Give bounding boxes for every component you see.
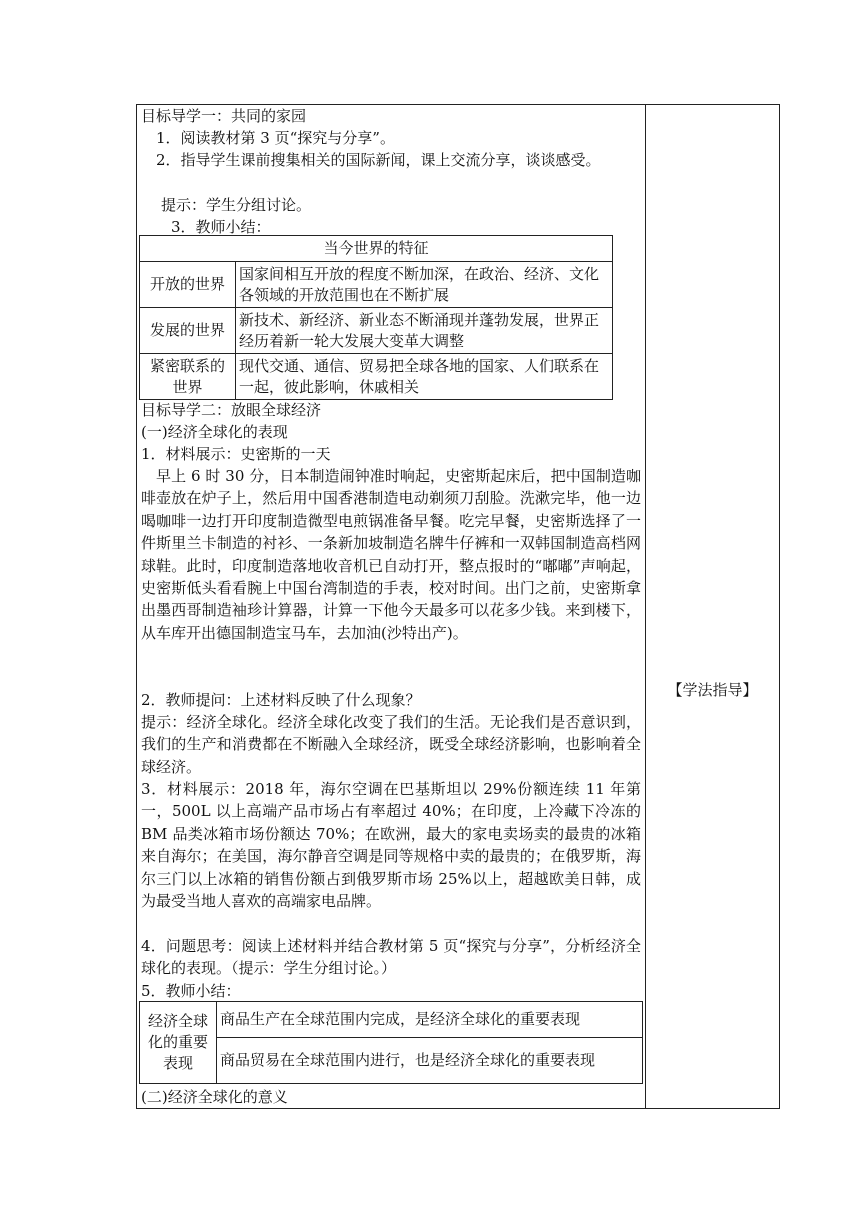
section2-title: (二)经济全球化的意义 (141, 1088, 288, 1106)
globalization-label: 经济全球化的重要表现 (140, 1002, 217, 1084)
goal1-item1: 1．阅读教材第 3 页“探究与分享”。 (156, 129, 395, 147)
row-label: 发展的世界 (140, 308, 236, 354)
row-label: 紧密联系的世界 (140, 354, 236, 400)
row-text: 商品生产在全球范围内完成，是经济全球化的重要表现 (217, 1002, 643, 1038)
table-row (140, 354, 613, 400)
goal1-item3: 3．教师小结： (171, 218, 271, 236)
row-text: 国家间相互开放的程度不断加深，在政治、经济、文化各领域的开放范围也在不断扩展 (236, 262, 613, 308)
goal2-title: 目标导学二：放眼全球经济 (141, 401, 322, 419)
item4-text: 4．问题思考：阅读上述材料并结合教材第 5 页“探究与分享”，分析经济全球化的表现。（提示：学生分组讨论。） (141, 937, 641, 978)
globalization-table (139, 1001, 643, 1084)
main-column (137, 105, 645, 1108)
item2-hint: 提示：经济全球化。经济全球化改变了我们的生活。无论我们是否意识到，我们的生产和消费都在不断融入全球经济，既受全球经济影响，也影响着全球经济。 (141, 713, 641, 776)
row-label: 开放的世界 (140, 262, 236, 308)
table-row (140, 1002, 643, 1038)
item2-title: 2．教师提问：上述材料反映了什么现象？ (141, 691, 421, 709)
world-features-table (139, 235, 613, 400)
world-features-header: 当今世界的特征 (140, 236, 613, 262)
table-row (140, 262, 613, 308)
side-column (646, 105, 779, 1108)
goal1-title: 目标导学一：共同的家园 (141, 107, 307, 125)
row-text: 新技术、新经济、新业态不断涌现并蓬勃发展，世界正经历着新一轮大发展大变革大调整 (236, 308, 613, 354)
goal1-hint: 提示：学生分组讨论。 (161, 196, 312, 214)
section1-title: (一)经济全球化的表现 (141, 423, 288, 441)
world-features-header-row (140, 236, 613, 262)
study-method-label: 【学法指导】 (667, 681, 758, 699)
item3-text: 3．材料展示：2018 年，海尔空调在巴基斯坦以 29%份额连续 11 年第一，500L 以上高端产品市场占有率超过 40%；在印度，上冷藏下冷冻的 BM 品类冰箱市场份额达 70%；在欧洲，最大的家电卖场卖的最贵的冰箱来自海尔；在美国，海尔静音空调是同等规格中卖的最贵的；在俄罗斯，海尔三门以上冰箱的销售份额占到俄罗斯市场 25%以上，超越欧美日韩，成为最受当地人喜欢的高端家电品牌。 (141, 780, 641, 911)
lesson-plan-table (136, 104, 780, 1109)
item1-title: 1．材料展示：史密斯的一天 (141, 445, 331, 463)
row-text: 现代交通、通信、贸易把全球各地的国家、人们联系在一起，彼此影响，休戚相关 (236, 354, 613, 400)
table-row (140, 308, 613, 354)
item1-text: 早上 6 时 30 分，日本制造闹钟准时响起，史密斯起床后，把中国制造咖啡壶放在炉子上，然后用中国香港制造电动剃须刀刮脸。洗漱完毕，他一边喝咖啡一边打开印度制造微型电煎锅准备早餐。吃完早餐，史密斯选择了一件斯里兰卡制造的衬衫、一条新加坡制造名牌牛仔裤和一双韩国制造高档网球鞋。此时，印度制造落地收音机已自动打开，整点报时的“嘟嘟”声响起，史密斯低头看看腕上中国台湾制造的手表，校对时间。出门之前，史密斯拿出墨西哥制造袖珍计算器，计算一下他今天最多可以花多少钱。来到楼下，从车库开出德国制造宝马车，去加油(沙特出产)。 (141, 467, 641, 642)
item5-title: 5．教师小结： (141, 982, 241, 1000)
goal1-item2: 2．指导学生课前搜集相关的国际新闻，课上交流分享，谈谈感受。 (156, 151, 601, 169)
row-text: 商品贸易在全球范围内进行，也是经济全球化的重要表现 (217, 1038, 643, 1084)
